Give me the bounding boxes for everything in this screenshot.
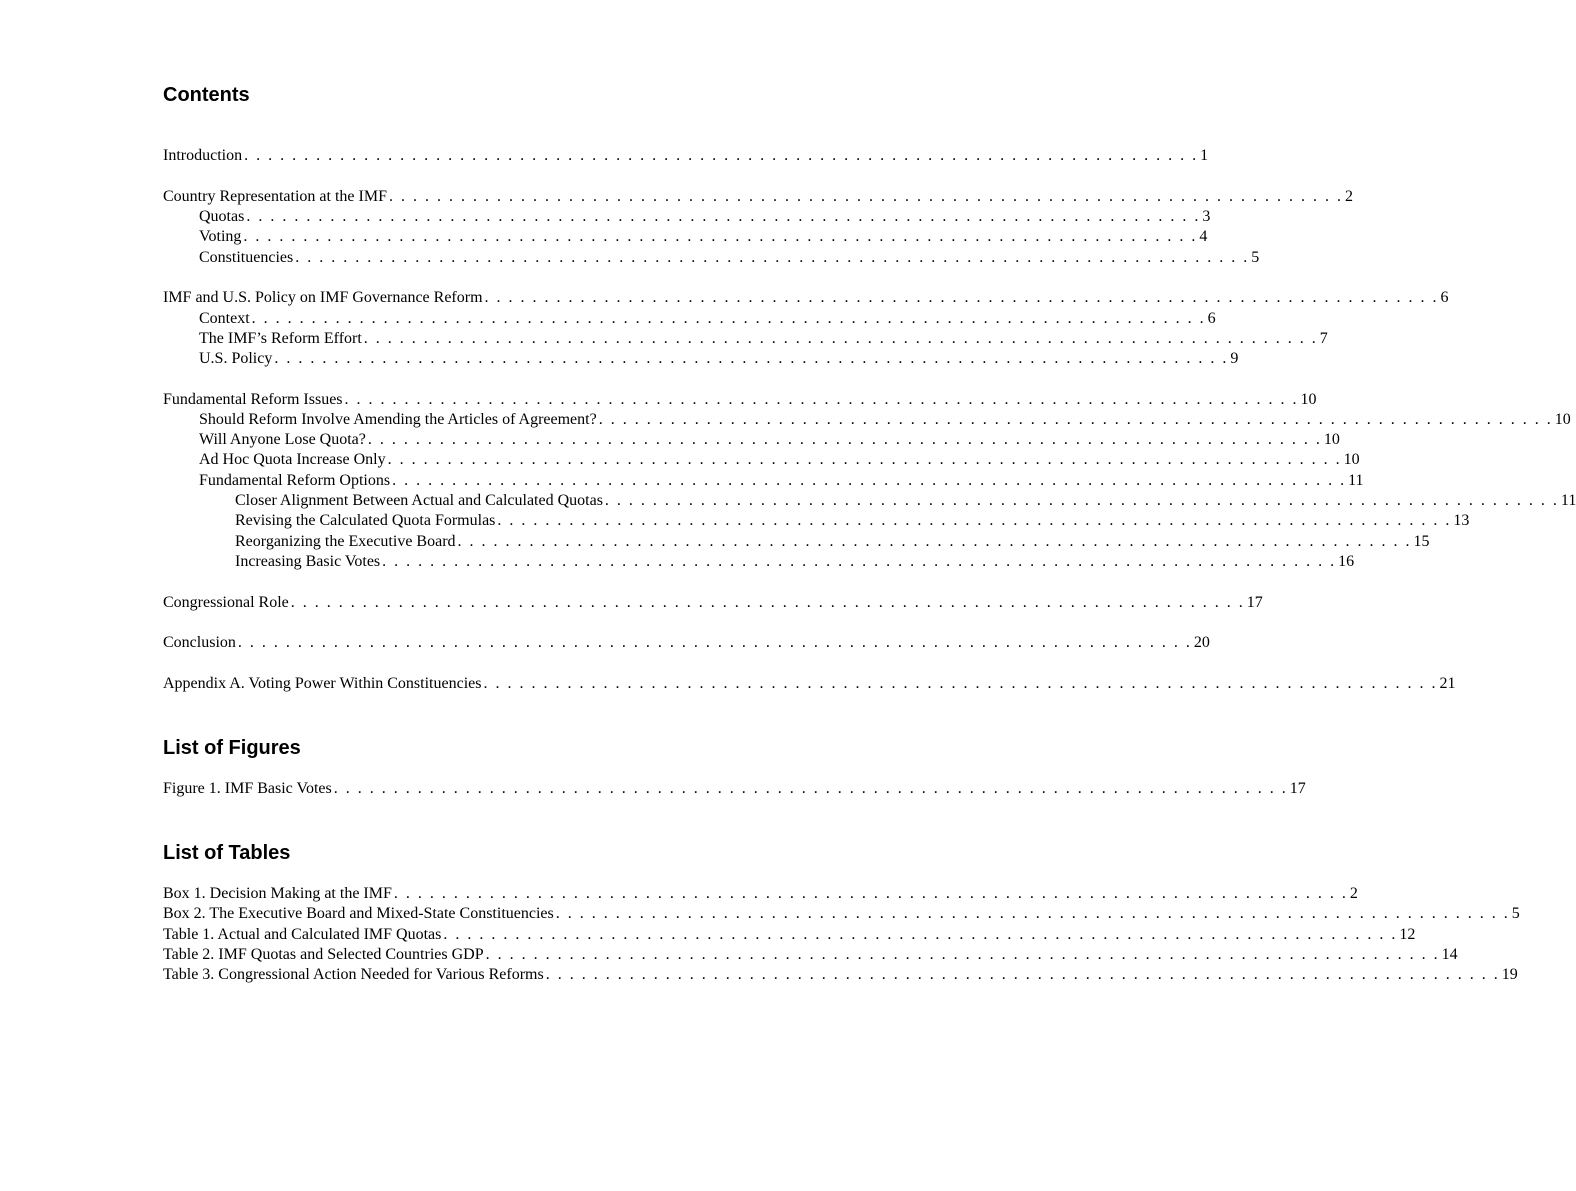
table-entry[interactable] [163, 884, 1358, 904]
toc-entry-page-number: 7 [1319, 330, 1328, 347]
dot-leader: . . . . . . . . . . . . . . . . . . . . . . . . . . . . . . . . . . . . . . . . . . . . . . . . . . . . . . . . . . . . . . . . . . . . . . . . . . . . . . . . [555, 905, 1510, 922]
contents-entry[interactable] [163, 146, 1209, 166]
dot-leader: . . . . . . . . . . . . . . . . . . . . . . . . . . . . . . . . . . . . . . . . . . . . . . . . . . . . . . . . . . . . . . . . . . . . . . . . . . . . . . . . [363, 330, 1318, 347]
contents-entry[interactable] [163, 390, 1317, 410]
toc-entry-page-number: 4 [1199, 228, 1208, 245]
toc-entry-title[interactable]: Constituencies [199, 249, 294, 266]
dot-leader: . . . . . . . . . . . . . . . . . . . . . . . . . . . . . . . . . . . . . . . . . . . . . . . . . . . . . . . . . . . . . . . . . . . . . . . . . . . . . . . . [604, 492, 1559, 509]
toc-entry-title[interactable]: Revising the Calculated Quota Formulas [235, 512, 496, 529]
toc-entry-page-number: 1 [1200, 147, 1209, 164]
dot-leader: . . . . . . . . . . . . . . . . . . . . . . . . . . . . . . . . . . . . . . . . . . . . . . . . . . . . . . . . . . . . . . . . . . . . . . . . . . . . . . . . [483, 675, 1438, 692]
toc-entry-title[interactable]: Table 2. IMF Quotas and Selected Countries GDP [163, 946, 484, 963]
dot-leader: . . . . . . . . . . . . . . . . . . . . . . . . . . . . . . . . . . . . . . . . . . . . . . . . . . . . . . . . . . . . . . . . . . . . . . . . . . . . . . . . [237, 634, 1192, 651]
toc-entry-title[interactable]: Table 1. Actual and Calculated IMF Quotas [163, 926, 442, 943]
toc-entry-page-number: 2 [1349, 885, 1358, 902]
table-entry[interactable] [163, 925, 1416, 945]
toc-entry-page-number: 5 [1251, 249, 1260, 266]
toc-entry-page-number: 5 [1511, 905, 1520, 922]
contents-entry[interactable] [199, 450, 1360, 470]
toc-entry-title[interactable]: Box 2. The Executive Board and Mixed-State Constituencies [163, 905, 554, 922]
toc-entry-title[interactable]: IMF and U.S. Policy on IMF Governance Reform [163, 289, 483, 306]
dot-leader: . . . . . . . . . . . . . . . . . . . . . . . . . . . . . . . . . . . . . . . . . . . . . . . . . . . . . . . . . . . . . . . . . . . . . . . . . . . . . . . . [443, 926, 1398, 943]
toc-entry-page-number: 12 [1399, 926, 1416, 943]
dot-leader: . . . . . . . . . . . . . . . . . . . . . . . . . . . . . . . . . . . . . . . . . . . . . . . . . . . . . . . . . . . . . . . . . . . . . . . . . . . . . . . . [244, 147, 1199, 164]
toc-entry-page-number: 11 [1560, 492, 1576, 509]
toc-entry-title[interactable]: Congressional Role [163, 594, 289, 611]
contents-entry[interactable] [199, 309, 1216, 329]
dot-leader: . . . . . . . . . . . . . . . . . . . . . . . . . . . . . . . . . . . . . . . . . . . . . . . . . . . . . . . . . . . . . . . . . . . . . . . . . . . . . . . . [274, 350, 1229, 367]
dot-leader: . . . . . . . . . . . . . . . . . . . . . . . . . . . . . . . . . . . . . . . . . . . . . . . . . . . . . . . . . . . . . . . . . . . . . . . . . . . . . . . . [484, 289, 1439, 306]
toc-entry-page-number: 17 [1289, 780, 1306, 797]
toc-entry-page-number: 3 [1202, 208, 1211, 225]
toc-entry-page-number: 10 [1323, 431, 1340, 448]
contents-entry[interactable] [163, 593, 1263, 613]
toc-entry-title[interactable]: Introduction [163, 147, 243, 164]
dot-leader: . . . . . . . . . . . . . . . . . . . . . . . . . . . . . . . . . . . . . . . . . . . . . . . . . . . . . . . . . . . . . . . . . . . . . . . . . . . . . . . . [243, 228, 1198, 245]
toc-entry-title[interactable]: Closer Alignment Between Actual and Calculated Quotas [235, 492, 603, 509]
table-entry[interactable] [163, 965, 1518, 985]
table-entry[interactable] [163, 945, 1458, 965]
toc-entry-title[interactable]: Voting [199, 228, 242, 245]
toc-entry-title[interactable]: U.S. Policy [199, 350, 273, 367]
figures-heading: List of Figures [163, 737, 301, 759]
toc-entry-title[interactable]: Quotas [199, 208, 245, 225]
figure-entry[interactable] [163, 779, 1306, 799]
dot-leader: . . . . . . . . . . . . . . . . . . . . . . . . . . . . . . . . . . . . . . . . . . . . . . . . . . . . . . . . . . . . . . . . . . . . . . . . . . . . . . . . [393, 885, 1348, 902]
contents-entry[interactable] [199, 207, 1211, 227]
toc-entry-page-number: 16 [1338, 553, 1355, 570]
tables-heading: List of Tables [163, 842, 291, 864]
contents-entry[interactable] [235, 511, 1470, 531]
contents-entry[interactable] [235, 532, 1430, 552]
contents-entry[interactable] [199, 471, 1364, 491]
toc-entry-title[interactable]: Context [199, 310, 250, 327]
dot-leader: . . . . . . . . . . . . . . . . . . . . . . . . . . . . . . . . . . . . . . . . . . . . . . . . . . . . . . . . . . . . . . . . . . . . . . . . . . . . . . . . [497, 512, 1452, 529]
toc-entry-title[interactable]: Fundamental Reform Issues [163, 391, 343, 408]
toc-entry-title[interactable]: Conclusion [163, 634, 236, 651]
toc-entry-page-number: 11 [1348, 472, 1364, 489]
dot-leader: . . . . . . . . . . . . . . . . . . . . . . . . . . . . . . . . . . . . . . . . . . . . . . . . . . . . . . . . . . . . . . . . . . . . . . . . . . . . . . . . [333, 780, 1288, 797]
contents-entry[interactable] [199, 349, 1239, 369]
toc-entry-title[interactable]: The IMF’s Reform Effort [199, 330, 362, 347]
toc-entry-page-number: 17 [1246, 594, 1263, 611]
dot-leader: . . . . . . . . . . . . . . . . . . . . . . . . . . . . . . . . . . . . . . . . . . . . . . . . . . . . . . . . . . . . . . . . . . . . . . . . . . . . . . . . [485, 946, 1440, 963]
toc-entry-page-number: 10 [1554, 411, 1571, 428]
toc-entry-page-number: 2 [1344, 188, 1353, 205]
contents-entry[interactable] [199, 248, 1260, 268]
contents-entry[interactable] [163, 633, 1210, 653]
dot-leader: . . . . . . . . . . . . . . . . . . . . . . . . . . . . . . . . . . . . . . . . . . . . . . . . . . . . . . . . . . . . . . . . . . . . . . . . . . . . . . . . [290, 594, 1245, 611]
dot-leader: . . . . . . . . . . . . . . . . . . . . . . . . . . . . . . . . . . . . . . . . . . . . . . . . . . . . . . . . . . . . . . . . . . . . . . . . . . . . . . . . [295, 249, 1250, 266]
toc-entry-page-number: 13 [1453, 512, 1470, 529]
toc-entry-page-number: 6 [1207, 310, 1216, 327]
toc-entry-title[interactable]: Will Anyone Lose Quota? [199, 431, 366, 448]
dot-leader: . . . . . . . . . . . . . . . . . . . . . . . . . . . . . . . . . . . . . . . . . . . . . . . . . . . . . . . . . . . . . . . . . . . . . . . . . . . . . . . . [367, 431, 1322, 448]
dot-leader: . . . . . . . . . . . . . . . . . . . . . . . . . . . . . . . . . . . . . . . . . . . . . . . . . . . . . . . . . . . . . . . . . . . . . . . . . . . . . . . . [251, 310, 1206, 327]
dot-leader: . . . . . . . . . . . . . . . . . . . . . . . . . . . . . . . . . . . . . . . . . . . . . . . . . . . . . . . . . . . . . . . . . . . . . . . . . . . . . . . . [246, 208, 1201, 225]
contents-entry[interactable] [199, 227, 1208, 247]
dot-leader: . . . . . . . . . . . . . . . . . . . . . . . . . . . . . . . . . . . . . . . . . . . . . . . . . . . . . . . . . . . . . . . . . . . . . . . . . . . . . . . . [344, 391, 1299, 408]
contents-entry[interactable] [235, 491, 1576, 511]
toc-entry-title[interactable]: Box 1. Decision Making at the IMF [163, 885, 392, 902]
toc-entry-page-number: 10 [1300, 391, 1317, 408]
toc-entry-title[interactable]: Country Representation at the IMF [163, 188, 387, 205]
dot-leader: . . . . . . . . . . . . . . . . . . . . . . . . . . . . . . . . . . . . . . . . . . . . . . . . . . . . . . . . . . . . . . . . . . . . . . . . . . . . . . . . [388, 188, 1343, 205]
toc-entry-page-number: 20 [1193, 634, 1210, 651]
toc-entry-title[interactable]: Should Reform Involve Amending the Articles of Agreement? [199, 411, 597, 428]
contents-entry[interactable] [199, 410, 1571, 430]
toc-entry-page-number: 19 [1501, 966, 1518, 983]
toc-entry-title[interactable]: Fundamental Reform Options [199, 472, 391, 489]
toc-entry-title[interactable]: Figure 1. IMF Basic Votes [163, 780, 332, 797]
dot-leader: . . . . . . . . . . . . . . . . . . . . . . . . . . . . . . . . . . . . . . . . . . . . . . . . . . . . . . . . . . . . . . . . . . . . . . . . . . . . . . . . [382, 553, 1337, 570]
toc-entry-title[interactable]: Appendix A. Voting Power Within Constituencies [163, 675, 482, 692]
toc-entry-title[interactable]: Reorganizing the Executive Board [235, 533, 456, 550]
contents-heading: Contents [163, 84, 250, 106]
toc-entry-title[interactable]: Ad Hoc Quota Increase Only [199, 451, 386, 468]
contents-entry[interactable] [199, 430, 1340, 450]
contents-entry[interactable] [163, 288, 1449, 308]
dot-leader: . . . . . . . . . . . . . . . . . . . . . . . . . . . . . . . . . . . . . . . . . . . . . . . . . . . . . . . . . . . . . . . . . . . . . . . . . . . . . . . . [457, 533, 1412, 550]
dot-leader: . . . . . . . . . . . . . . . . . . . . . . . . . . . . . . . . . . . . . . . . . . . . . . . . . . . . . . . . . . . . . . . . . . . . . . . . . . . . . . . . [545, 966, 1500, 983]
toc-entry-page-number: 14 [1441, 946, 1458, 963]
contents-entry[interactable] [235, 552, 1355, 572]
dot-leader: . . . . . . . . . . . . . . . . . . . . . . . . . . . . . . . . . . . . . . . . . . . . . . . . . . . . . . . . . . . . . . . . . . . . . . . . . . . . . . . . [598, 411, 1553, 428]
dot-leader: . . . . . . . . . . . . . . . . . . . . . . . . . . . . . . . . . . . . . . . . . . . . . . . . . . . . . . . . . . . . . . . . . . . . . . . . . . . . . . . . [392, 472, 1347, 489]
contents-entry[interactable] [199, 329, 1328, 349]
contents-entry[interactable] [163, 674, 1456, 694]
toc-entry-page-number: 9 [1230, 350, 1239, 367]
toc-entry-title[interactable]: Table 3. Congressional Action Needed for Various Reforms [163, 966, 544, 983]
dot-leader: . . . . . . . . . . . . . . . . . . . . . . . . . . . . . . . . . . . . . . . . . . . . . . . . . . . . . . . . . . . . . . . . . . . . . . . . . . . . . . . . [387, 451, 1342, 468]
toc-entry-title[interactable]: Increasing Basic Votes [235, 553, 381, 570]
table-entry[interactable] [163, 904, 1520, 924]
toc-entry-page-number: 10 [1343, 451, 1360, 468]
toc-entry-page-number: 6 [1440, 289, 1449, 306]
toc-entry-page-number: 15 [1413, 533, 1430, 550]
contents-entry[interactable] [163, 187, 1353, 207]
toc-entry-page-number: 21 [1439, 675, 1456, 692]
